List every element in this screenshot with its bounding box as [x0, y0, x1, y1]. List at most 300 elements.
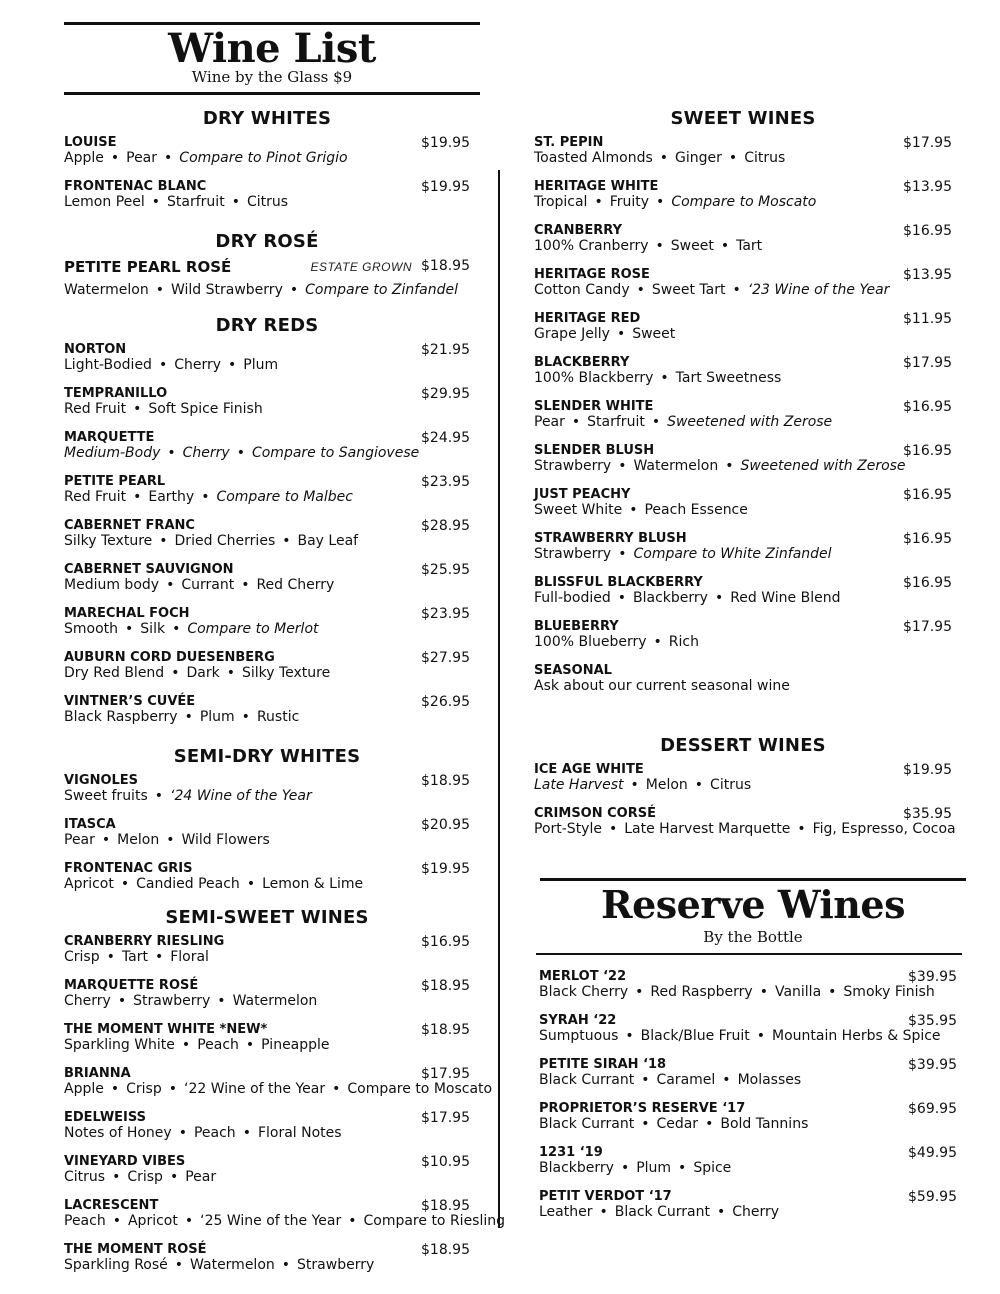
tasting-note: Starfruit: [587, 414, 645, 430]
wine-name: NORTON: [64, 342, 127, 357]
wine-price: $35.95: [908, 1013, 957, 1029]
bullet-separator: •: [201, 489, 210, 505]
bullet-separator: •: [716, 1204, 726, 1220]
wine-name: AUBURN CORD DUESENBERG: [64, 650, 275, 665]
bullet-separator: •: [154, 949, 164, 965]
tasting-note: Plum: [199, 709, 235, 725]
reserve-top-rule: [540, 878, 966, 881]
bullet-separator: •: [106, 949, 115, 965]
tasting-note: Sumptuous: [539, 1028, 619, 1044]
wine-item: [539, 1145, 957, 1176]
page-subtitle: Wine by the Glass $9: [191, 68, 353, 86]
tasting-note: Mountain Herbs & Spice: [772, 1028, 941, 1044]
tasting-note: Silk: [140, 621, 166, 637]
tasting-note: ‘25 Wine of the Year: [200, 1213, 342, 1229]
tasting-note: Dried Cherries: [174, 533, 276, 549]
wine-price: $17.95: [903, 135, 952, 151]
section-heading: DRY REDS: [215, 315, 319, 336]
wine-price: $18.95: [421, 1242, 470, 1258]
wine-name: EDELWEISS: [64, 1110, 147, 1125]
tasting-note: Cedar: [656, 1116, 699, 1132]
tasting-note: Pear: [534, 414, 565, 430]
bullet-separator: •: [226, 665, 235, 681]
page-title: Wine List: [168, 25, 376, 72]
bullet-separator: •: [110, 1081, 120, 1097]
tasting-note: Black Currant: [539, 1116, 635, 1132]
wine-price: $19.95: [421, 135, 470, 151]
wine-item: [64, 1022, 470, 1053]
bullet-separator: •: [133, 401, 142, 417]
tasting-notes: [534, 634, 952, 650]
tasting-note: 100% Cranberry: [534, 238, 649, 254]
tasting-note: Red Fruit: [64, 401, 127, 417]
wine-price: $26.95: [421, 694, 470, 710]
bullet-separator: •: [728, 150, 738, 166]
tasting-note: Silky Texture: [64, 533, 153, 549]
wine-item: [534, 135, 952, 166]
bullet-separator: •: [245, 1037, 255, 1053]
wine-name: PETIT VERDOT ‘17: [539, 1189, 672, 1204]
wine-item: [64, 562, 470, 593]
tasting-notes: [534, 238, 952, 254]
bullet-separator: •: [651, 414, 661, 430]
wine-name: THE MOMENT ROSÉ: [64, 1242, 207, 1257]
wine-item: [64, 1242, 470, 1273]
tasting-notes: [64, 876, 470, 892]
wine-item: [534, 663, 952, 694]
wine-price: $23.95: [421, 606, 470, 622]
bullet-separator: •: [231, 194, 240, 210]
tasting-note: Apricot: [64, 876, 114, 892]
bullet-separator: •: [154, 788, 163, 804]
bullet-separator: •: [112, 1169, 121, 1185]
bullet-separator: •: [797, 821, 806, 837]
tasting-note: Medium-Body: [64, 445, 161, 461]
wine-name: CRANBERRY RIESLING: [64, 934, 225, 949]
tasting-note: Watermelon: [190, 1257, 275, 1273]
section-heading: SWEET WINES: [670, 108, 816, 129]
bullet-separator: •: [151, 194, 161, 210]
tasting-note: Sweet White: [534, 502, 623, 518]
wine-name: STRAWBERRY BLUSH: [534, 531, 687, 546]
wine-price: $18.95: [421, 1022, 470, 1038]
tasting-note: Port-Style: [534, 821, 602, 837]
bullet-separator: •: [722, 1072, 731, 1088]
bullet-separator: •: [159, 533, 168, 549]
tasting-note: Currant: [181, 577, 235, 593]
tasting-notes: [64, 1081, 493, 1097]
bullet-separator: •: [599, 1204, 608, 1220]
bullet-separator: •: [759, 984, 768, 1000]
wine-item: [534, 179, 952, 210]
bullet-separator: •: [101, 832, 111, 848]
tasting-note: Tart: [121, 949, 148, 965]
header-bottom-rule: [64, 92, 480, 95]
tasting-note: Red Cherry: [256, 577, 335, 593]
reserve-bottom-rule: [536, 953, 962, 955]
tasting-notes: [64, 993, 470, 1009]
wine-item: [534, 531, 952, 562]
bullet-separator: •: [282, 533, 291, 549]
bullet-separator: •: [155, 282, 164, 298]
wine-item: [539, 969, 957, 1000]
section-dessert-wines: [534, 735, 956, 850]
section-reserve: [539, 969, 957, 1233]
bullet-separator: •: [332, 1081, 341, 1097]
tasting-note: Compare to Sangiovese: [251, 445, 420, 461]
wine-name: LOUISE: [64, 135, 117, 150]
bullet-separator: •: [635, 984, 644, 1000]
wine-price: $19.95: [421, 861, 470, 877]
tasting-note: Rustic: [256, 709, 300, 725]
wine-name: PETITE SIRAH ‘18: [539, 1057, 667, 1072]
wine-name: PETITE PEARL: [64, 474, 166, 489]
wine-price: $35.95: [903, 806, 952, 822]
bullet-separator: •: [616, 326, 626, 342]
tasting-note: Pear: [185, 1169, 217, 1185]
tasting-note: Strawberry: [534, 458, 612, 474]
bullet-separator: •: [694, 777, 704, 793]
wine-item: [534, 311, 952, 342]
wine-name: PETITE PEARL ROSÉ: [64, 258, 232, 276]
bullet-separator: •: [725, 458, 734, 474]
wine-name: MERLOT ‘22: [539, 969, 627, 984]
tasting-notes: [534, 777, 952, 793]
tasting-note: Black Currant: [539, 1072, 635, 1088]
wine-price: $69.95: [908, 1101, 957, 1117]
wine-price: $20.95: [421, 817, 470, 833]
bullet-separator: •: [608, 821, 618, 837]
wine-item: [64, 934, 470, 965]
tasting-notes: [64, 1169, 470, 1185]
tasting-note: Rich: [668, 634, 699, 650]
bullet-separator: •: [166, 832, 175, 848]
tasting-note: Leather: [539, 1204, 593, 1220]
wine-item: [534, 619, 952, 650]
tasting-note: Soft Spice Finish: [148, 401, 263, 417]
section-semi-sweet-wines: [64, 907, 506, 1286]
bullet-separator: •: [660, 370, 669, 386]
wine-name: ST. PEPIN: [534, 135, 604, 150]
wine-name: JUST PEACHY: [534, 487, 631, 502]
tasting-note: Candied Peach: [136, 876, 240, 892]
tasting-notes: [64, 489, 470, 505]
tasting-notes: [534, 502, 952, 518]
tasting-note: Sweet Tart: [651, 282, 726, 298]
tasting-note: Red Raspberry: [650, 984, 753, 1000]
tasting-notes: [64, 788, 470, 804]
bullet-separator: •: [656, 194, 665, 210]
tasting-note: Lemon Peel: [64, 194, 145, 210]
section-heading: SEMI-DRY WHITES: [173, 746, 361, 767]
bullet-separator: •: [228, 357, 237, 373]
wine-name: MARQUETTE: [64, 430, 155, 445]
tasting-note: Smoky Finish: [843, 984, 935, 1000]
wine-price: $18.95: [421, 258, 470, 274]
bullet-separator: •: [112, 1213, 121, 1229]
tasting-note: Cotton Candy: [534, 282, 630, 298]
tasting-notes: [64, 1257, 470, 1273]
wine-item: [64, 258, 470, 298]
bullet-separator: •: [174, 1257, 184, 1273]
bullet-separator: •: [636, 282, 645, 298]
bullet-separator: •: [348, 1213, 357, 1229]
wine-item: [534, 443, 952, 474]
tasting-note: Spice: [693, 1160, 732, 1176]
tasting-notes: [64, 949, 470, 965]
wine-name: BLACKBERRY: [534, 355, 630, 370]
tasting-note: Blackberry: [539, 1160, 614, 1176]
wine-item: [64, 817, 470, 848]
tasting-note: Watermelon: [633, 458, 719, 474]
wine-name: SLENDER BLUSH: [534, 443, 655, 458]
tasting-note: Starfruit: [167, 194, 225, 210]
tasting-notes: [539, 984, 957, 1000]
wine-name: FRONTENAC BLANC: [64, 179, 207, 194]
tasting-note: Sparkling Rosé: [64, 1257, 168, 1273]
wine-price: $10.95: [421, 1154, 470, 1170]
bullet-separator: •: [653, 634, 662, 650]
tasting-note: Cherry: [732, 1204, 780, 1220]
tasting-note: ‘24 Wine of the Year: [170, 788, 312, 804]
bullet-separator: •: [720, 238, 730, 254]
wine-name: 1231 ‘19: [539, 1145, 603, 1160]
wine-item: [64, 978, 470, 1009]
tasting-note: Earthy: [148, 489, 195, 505]
tasting-note: Compare to Merlot: [187, 621, 319, 637]
tasting-note: Pear: [64, 832, 95, 848]
tasting-note: Apple: [64, 1081, 104, 1097]
bullet-separator: •: [178, 1125, 187, 1141]
tasting-notes: [64, 1213, 506, 1229]
tasting-notes: [64, 709, 470, 725]
tasting-note: Plum: [636, 1160, 672, 1176]
tasting-note: Black Currant: [614, 1204, 710, 1220]
tasting-note: Compare to White Zinfandel: [633, 546, 832, 562]
bullet-separator: •: [705, 1116, 714, 1132]
wine-item: [64, 606, 470, 637]
wine-price: $27.95: [421, 650, 470, 666]
tasting-note: Citrus: [710, 777, 752, 793]
wine-price: $16.95: [421, 934, 470, 950]
wine-name: MARQUETTE ROSÉ: [64, 978, 199, 993]
tasting-note: Pear: [126, 150, 158, 166]
tasting-notes: [64, 665, 470, 681]
wine-name: CRIMSON CORSÉ: [534, 806, 656, 821]
wine-item: [64, 135, 470, 166]
tasting-notes: [534, 546, 952, 562]
bullet-separator: •: [184, 1213, 194, 1229]
wine-name: FRONTENAC GRIS: [64, 861, 193, 876]
wine-name: HERITAGE ROSE: [534, 267, 650, 282]
reserve-subtitle: By the Bottle: [703, 928, 803, 946]
bullet-separator: •: [164, 150, 173, 166]
wine-name: MARECHAL FOCH: [64, 606, 190, 621]
tasting-notes: [64, 533, 470, 549]
tasting-notes: [64, 282, 470, 298]
tasting-note: Fig, Espresso, Cocoa: [812, 821, 956, 837]
wine-name: BLUEBERRY: [534, 619, 619, 634]
bullet-separator: •: [166, 577, 175, 593]
wine-item: [534, 762, 952, 793]
tasting-note: Ginger: [675, 150, 722, 166]
wine-name: TEMPRANILLO: [64, 386, 168, 401]
column-divider: [498, 170, 500, 1228]
wine-name: HERITAGE RED: [534, 311, 641, 326]
wine-name: SEASONAL: [534, 663, 612, 678]
wine-price: $21.95: [421, 342, 470, 358]
tasting-notes: [534, 326, 952, 342]
wine-price: $17.95: [903, 619, 952, 635]
bullet-separator: •: [655, 238, 664, 254]
tasting-notes: [64, 621, 470, 637]
tasting-notes: [534, 414, 952, 430]
tasting-note: Bay Leaf: [297, 533, 359, 549]
tasting-note: Black Cherry: [539, 984, 629, 1000]
tasting-note: Compare to Moscato: [347, 1081, 493, 1097]
wine-price: $11.95: [903, 311, 952, 327]
section-heading: DESSERT WINES: [660, 735, 826, 756]
bullet-separator: •: [171, 665, 180, 681]
bullet-separator: •: [241, 709, 250, 725]
wine-item: [64, 518, 470, 549]
tasting-note: ‘23 Wine of the Year: [747, 282, 890, 298]
tasting-note: Floral Notes: [257, 1125, 342, 1141]
bullet-separator: •: [641, 1072, 650, 1088]
tasting-note: Peach: [197, 1037, 239, 1053]
tasting-notes: [64, 577, 470, 593]
bullet-separator: •: [217, 993, 226, 1009]
wine-price: $17.95: [421, 1066, 470, 1082]
tasting-note: Vanilla: [774, 984, 822, 1000]
tasting-note: Wild Flowers: [181, 832, 270, 848]
wine-name: BRIANNA: [64, 1066, 131, 1081]
tasting-note: Peach Essence: [644, 502, 748, 518]
section-sweet-wines: [534, 108, 952, 707]
bullet-separator: •: [630, 777, 639, 793]
tasting-note: Peach: [64, 1213, 106, 1229]
tasting-notes: [534, 150, 952, 166]
bullet-separator: •: [289, 282, 299, 298]
tasting-note: Toasted Almonds: [534, 150, 653, 166]
tasting-notes: [64, 401, 470, 417]
wine-name: THE MOMENT WHITE *NEW*: [64, 1022, 268, 1037]
tasting-note: Compare to Riesling: [363, 1213, 506, 1229]
wine-item: [64, 386, 470, 417]
wine-item: [64, 861, 470, 892]
tasting-note: Apricot: [127, 1213, 178, 1229]
wine-item: [64, 1198, 506, 1229]
section-heading: DRY WHITES: [202, 108, 332, 129]
tasting-notes: [64, 150, 470, 166]
tasting-note: Sweet: [632, 326, 676, 342]
wine-price: $28.95: [421, 518, 470, 534]
tasting-note: Compare to Zinfandel: [305, 282, 459, 298]
tasting-notes: [534, 590, 952, 606]
tasting-note: Melon: [645, 777, 688, 793]
tasting-notes: [534, 370, 952, 386]
tasting-notes: [534, 458, 952, 474]
bullet-separator: •: [617, 590, 626, 606]
bullet-separator: •: [756, 1028, 765, 1044]
tasting-note: Black Raspberry: [64, 709, 178, 725]
bullet-separator: •: [242, 1125, 251, 1141]
tasting-notes: [64, 445, 470, 461]
tasting-note: Black/Blue Fruit: [640, 1028, 750, 1044]
tasting-note: Melon: [117, 832, 160, 848]
bullet-separator: •: [678, 1160, 687, 1176]
tasting-note: Dark: [186, 665, 220, 681]
tasting-notes: [539, 1204, 957, 1220]
wine-price: $16.95: [903, 531, 952, 547]
wine-price: $19.95: [421, 179, 470, 195]
wine-name: CABERNET SAUVIGNON: [64, 562, 234, 577]
tasting-note: Dry Red Blend: [64, 665, 165, 681]
wine-item: [64, 474, 470, 505]
wine-price: $39.95: [908, 969, 957, 985]
wine-price: $18.95: [421, 773, 470, 789]
tasting-note: Crisp: [127, 1169, 163, 1185]
tasting-note: Crisp: [126, 1081, 162, 1097]
tasting-notes: [64, 1125, 470, 1141]
tasting-note: Caramel: [656, 1072, 716, 1088]
wine-name: SLENDER WHITE: [534, 399, 654, 414]
section-dry-whites: [64, 108, 470, 223]
section-semi-dry-whites: [64, 746, 470, 905]
wine-name: CABERNET FRANC: [64, 518, 195, 533]
tasting-note: 100% Blueberry: [534, 634, 647, 650]
tasting-note: Light-Bodied: [64, 357, 152, 373]
wine-name: BLISSFUL BLACKBERRY: [534, 575, 703, 590]
wine-price: $18.95: [421, 1198, 470, 1214]
bullet-separator: •: [618, 458, 627, 474]
wine-name: CRANBERRY: [534, 223, 623, 238]
wine-item: [64, 1110, 470, 1141]
bullet-separator: •: [659, 150, 669, 166]
bullet-separator: •: [571, 414, 581, 430]
tasting-note: Tart: [736, 238, 763, 254]
wine-name: SYRAH ‘22: [539, 1013, 617, 1028]
bullet-separator: •: [732, 282, 741, 298]
tasting-note: Strawberry: [133, 993, 211, 1009]
tasting-note: Watermelon: [232, 993, 318, 1009]
tasting-note: Apple: [64, 150, 104, 166]
wine-name: ICE AGE WHITE: [534, 762, 644, 777]
tasting-note: Citrus: [246, 194, 289, 210]
wine-price: $13.95: [903, 179, 952, 195]
wine-item: [64, 650, 470, 681]
tasting-note: Notes of Honey: [64, 1125, 172, 1141]
wine-price: $16.95: [903, 443, 952, 459]
wine-name: VINTNER’S CUVÉE: [64, 694, 196, 709]
wine-item: [64, 1066, 493, 1097]
tasting-note: Pineapple: [261, 1037, 330, 1053]
bullet-separator: •: [620, 1160, 630, 1176]
bullet-separator: •: [117, 993, 127, 1009]
wine-price: $25.95: [421, 562, 470, 578]
tasting-notes: [534, 282, 952, 298]
bullet-separator: •: [629, 502, 638, 518]
tasting-note: Tropical: [534, 194, 588, 210]
wine-price: $16.95: [903, 223, 952, 239]
wine-item: [64, 430, 470, 461]
section-heading: SEMI-SWEET WINES: [165, 907, 369, 928]
tasting-notes: [64, 357, 470, 373]
tasting-note: Plum: [243, 357, 279, 373]
tasting-note: Medium body: [64, 577, 160, 593]
tasting-note: Bold Tannins: [720, 1116, 809, 1132]
wine-price: $17.95: [903, 355, 952, 371]
